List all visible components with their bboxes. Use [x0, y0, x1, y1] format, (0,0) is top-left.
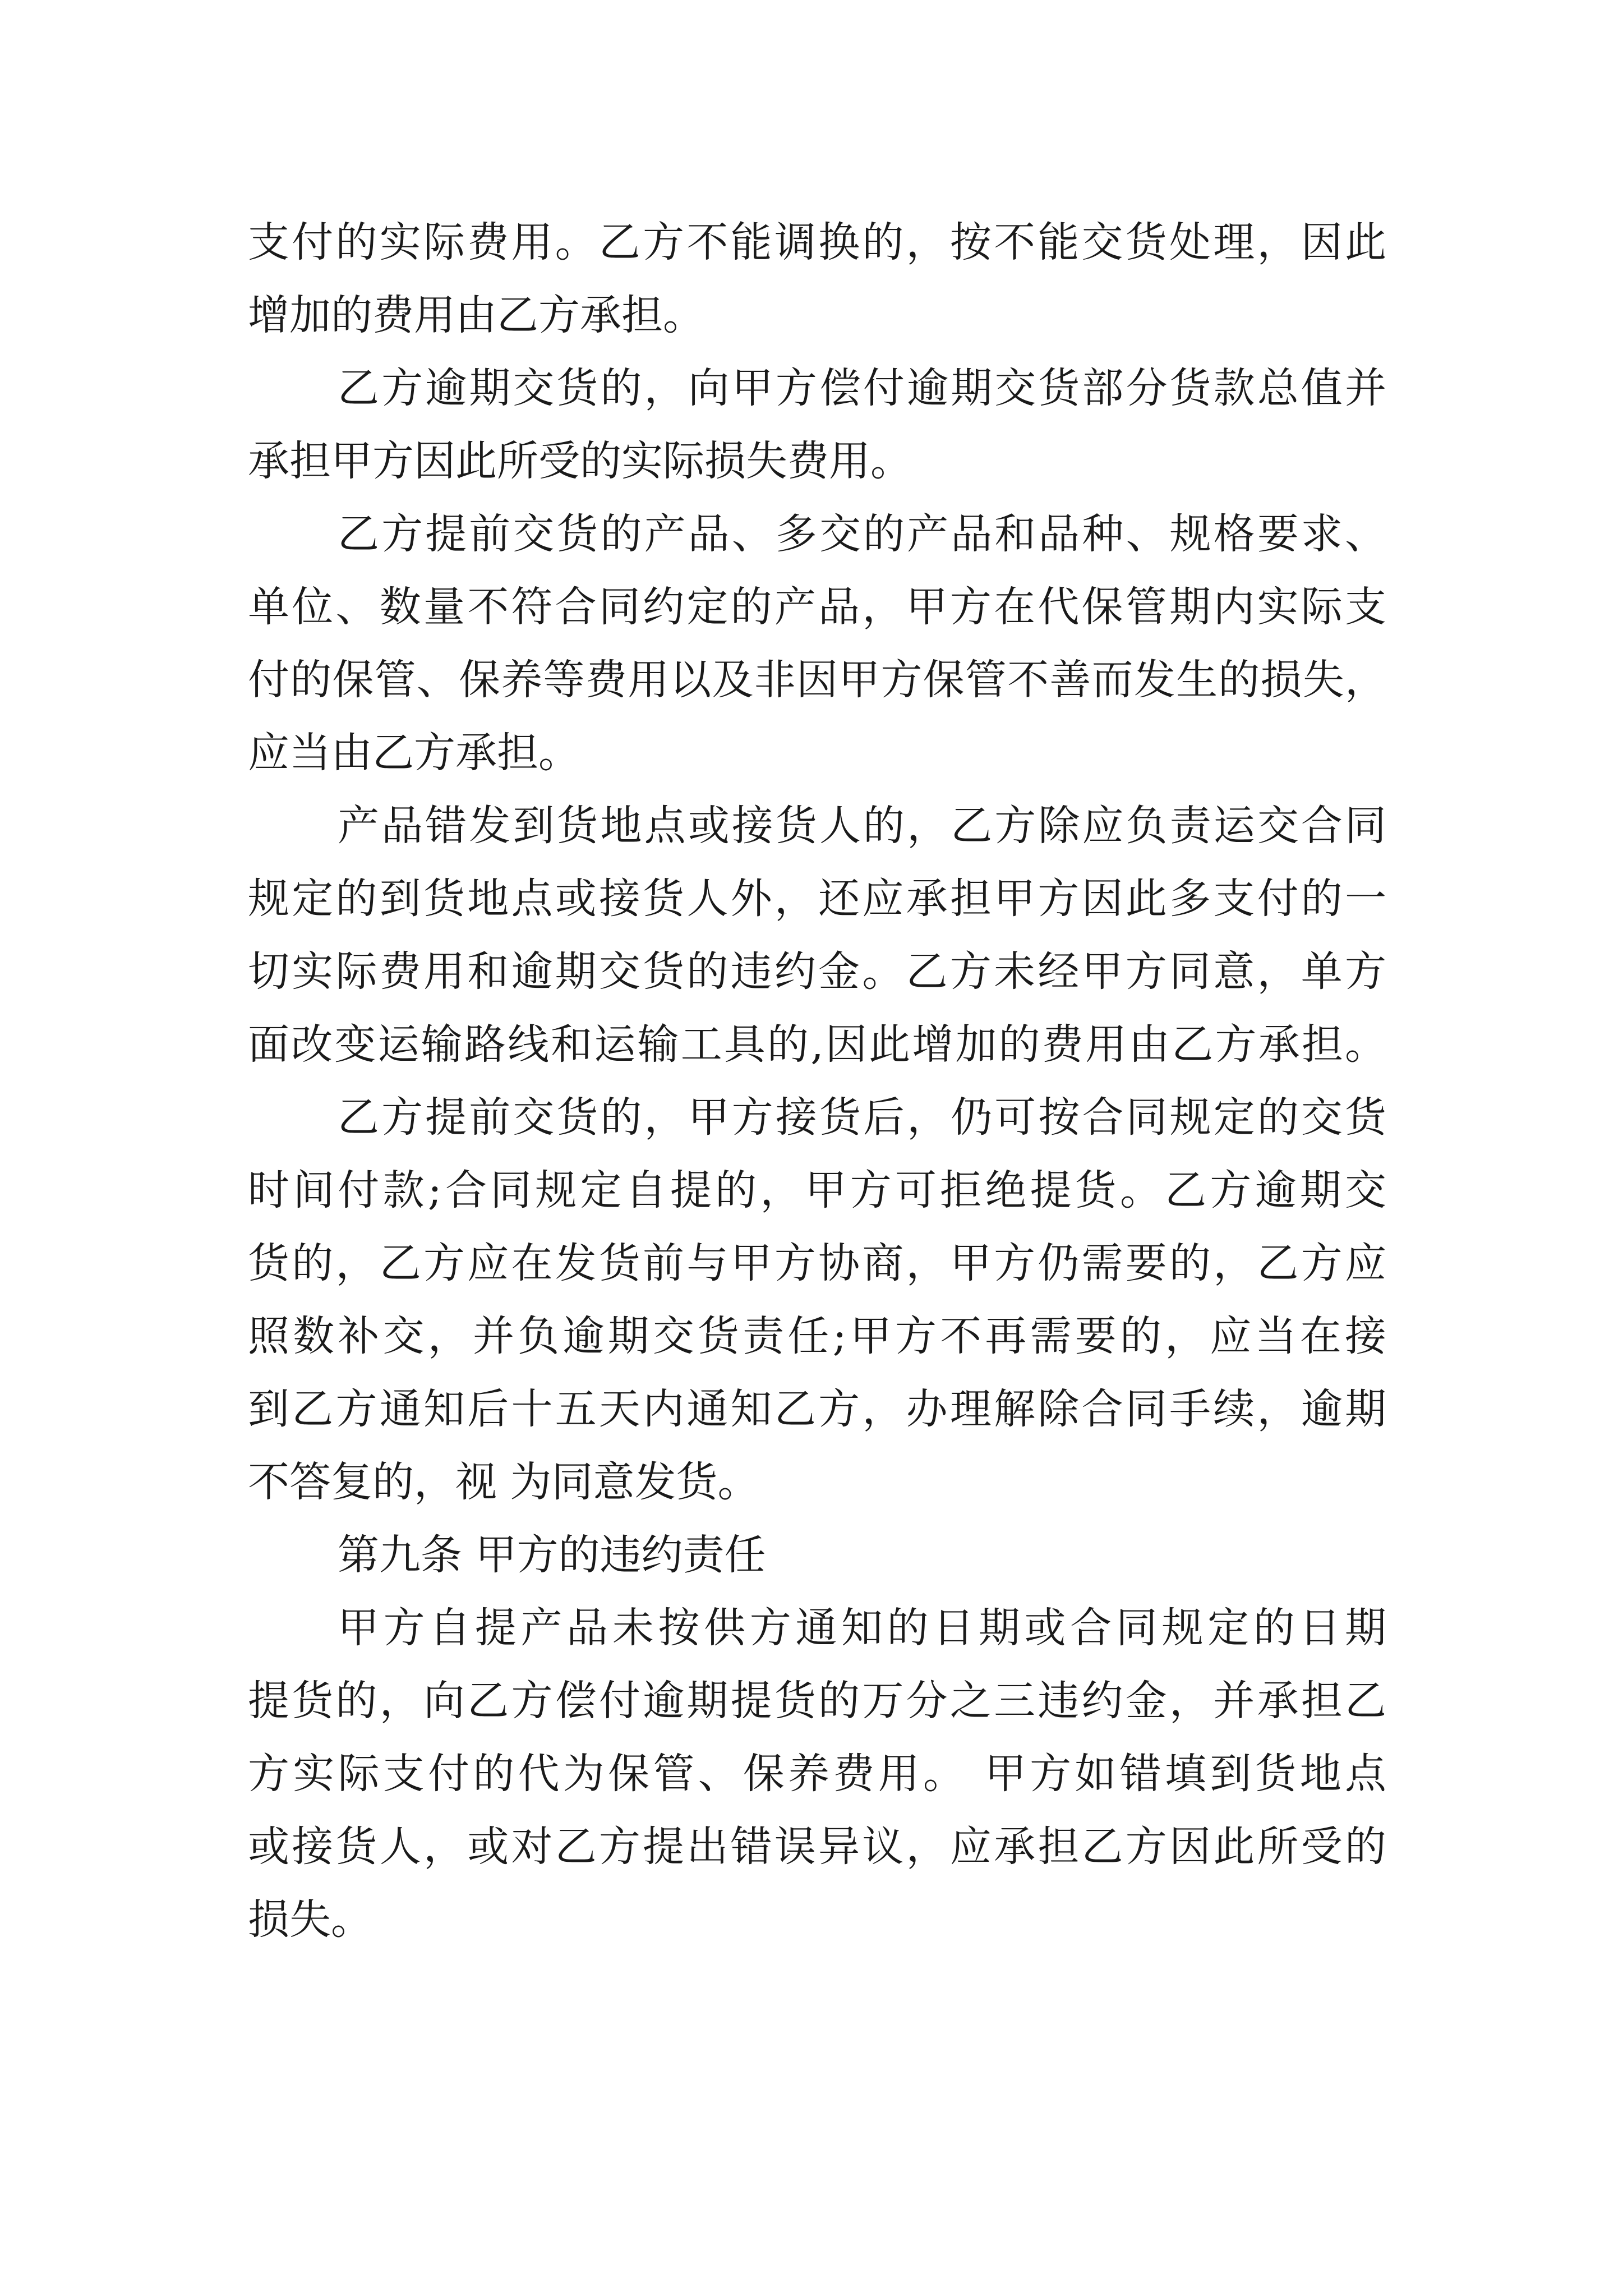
- text-line: 甲方自提产品未按供方通知的日期或合同规定的日期: [338, 1604, 1386, 1652]
- text-line: 方实际支付的代为保管、保养费用。 甲方如错填到货地点: [248, 1750, 1386, 1798]
- text-line: 付的保管、保养等费用以及非因甲方保管不善而发生的损失，: [248, 656, 1386, 704]
- text-line: 或接货人，或对乙方提出错误异议，应承担乙方因此所受的: [248, 1823, 1386, 1871]
- text-line: 切实际费用和逾期交货的违约金。乙方未经甲方同意，单方: [248, 947, 1386, 996]
- text-line: 乙方逾期交货的，向甲方偿付逾期交货部分货款总值并: [338, 364, 1386, 412]
- text-line: 到乙方通知后十五天内通知乙方，办理解除合同手续，逾期: [248, 1385, 1386, 1433]
- text-line: 产品错发到货地点或接货人的，乙方除应负责运交合同: [338, 802, 1386, 850]
- text-line: 增加的费用由乙方承担。: [248, 291, 704, 339]
- text-line: 乙方提前交货的，甲方接货后，仍可按合同规定的交货: [338, 1093, 1386, 1142]
- text-line: 不答复的，视 为同意发货。: [248, 1458, 759, 1506]
- text-line: 货的，乙方应在发货前与甲方协商，甲方仍需要的，乙方应: [248, 1239, 1386, 1287]
- text-line: 承担甲方因此所受的实际损失费用。: [248, 437, 912, 485]
- text-line: 面改变运输路线和运输工具的,因此增加的费用由乙方承担。: [248, 1020, 1386, 1069]
- text-line: 照数补交，并负逾期交货责任;甲方不再需要的，应当在接: [248, 1312, 1386, 1360]
- text-line: 应当由乙方承担。: [248, 729, 580, 777]
- text-line: 规定的到货地点或接货人外，还应承担甲方因此多支付的一: [248, 875, 1386, 923]
- text-line: 提货的，向乙方偿付逾期提货的万分之三违约金，并承担乙: [248, 1677, 1386, 1725]
- section-heading: 第九条 甲方的违约责任: [338, 1531, 766, 1579]
- text-line: 支付的实际费用。乙方不能调换的，按不能交货处理，因此: [248, 218, 1386, 266]
- text-line: 时间付款;合同规定自提的，甲方可拒绝提货。乙方逾期交: [248, 1166, 1386, 1214]
- text-line: 单位、数量不符合同约定的产品，甲方在代保管期内实际支: [248, 583, 1386, 631]
- text-line: 损失。: [248, 1895, 372, 1944]
- text-line: 乙方提前交货的产品、多交的产品和品种、规格要求、: [338, 510, 1386, 558]
